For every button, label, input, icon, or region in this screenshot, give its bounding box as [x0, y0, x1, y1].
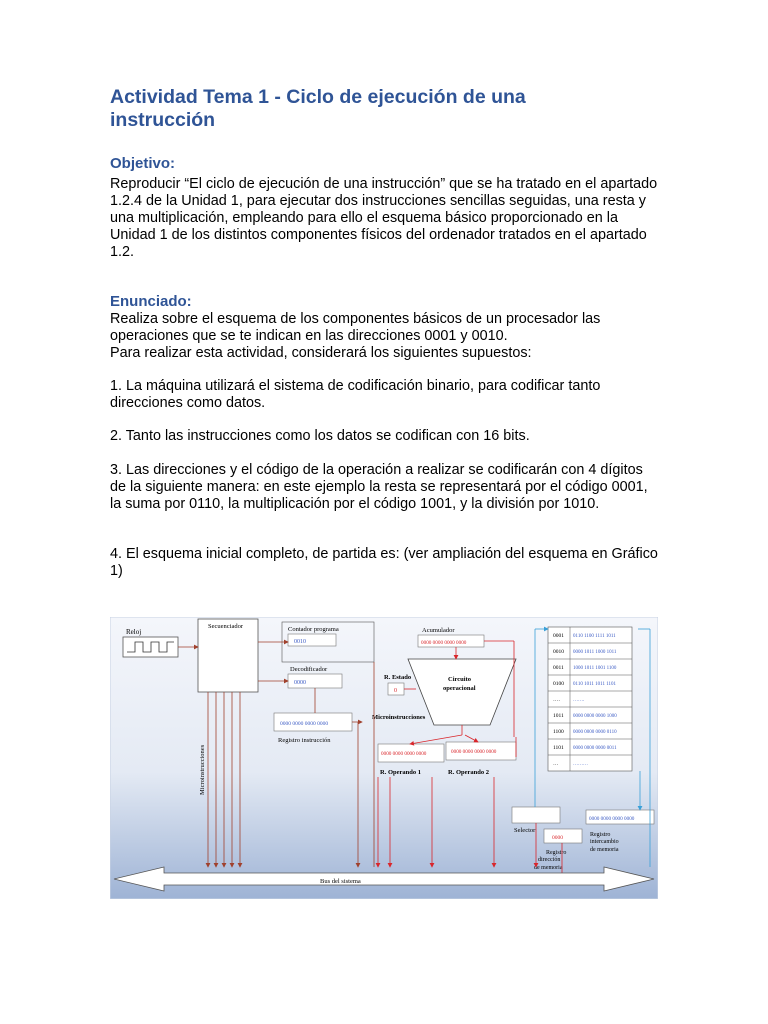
enunciado-item4: 4. El esquema inicial completo, de partida es: (ver ampliación del esquema en Gráfico 1) — [110, 546, 658, 579]
r-estado-value: 0 — [394, 688, 397, 694]
memory-value: 0000 0000 0000 0011 — [573, 746, 617, 751]
circuito-label-2: operacional — [443, 685, 476, 692]
selector-label: Selector — [514, 827, 536, 834]
memory-address: …. — [553, 697, 560, 703]
rdm-label-1: Registro — [546, 850, 567, 856]
rim-label-1: Registro — [590, 832, 611, 838]
page-title: Actividad Tema 1 - Ciclo de ejecución de una instrucción — [110, 86, 526, 131]
r-operando-2-value: 0000 0000 0000 0000 — [451, 749, 497, 755]
objetivo-text: Reproducir “El ciclo de ejecución de una instrucción” que se ha tratado en el apartado 1.2.4 de la Unidad 1, para ejecutar dos instrucciones sencillas seguidas, una resta y una multiplicación, empleando para ello el esquema básico proporcionado en la Unidad 1 de los distintos componentes físicos del ordenador tratados en el apartado 1.2. — [110, 176, 658, 260]
r-operando-2-label: R. Operando 2 — [448, 769, 489, 776]
memory-value: 0110 1100 1111 1011 — [573, 634, 616, 639]
memory-address: 1101 — [553, 745, 564, 751]
memory-value: ……. — [573, 698, 585, 703]
rim-label-2: intercambio — [590, 839, 619, 845]
microinstrucciones-label: Microinstrucciones — [372, 714, 426, 721]
memory-value: 0000 0000 0000 0110 — [573, 730, 617, 735]
memory-value: ……… — [573, 762, 588, 767]
contador-value: 0010 — [294, 639, 306, 645]
objetivo-heading: Objetivo: — [110, 155, 176, 172]
rim-value: 0000 0000 0000 0000 — [589, 816, 635, 822]
circuito-label-1: Circuito — [448, 676, 471, 683]
secuenciador-label: Secuenciador — [208, 623, 244, 630]
memory-value: 0000 0000 0000 1000 — [573, 714, 617, 719]
enunciado-item3: 3. Las direcciones y el código de la operación a realizar se codificarán con 4 dígitos de la siguiente manera: en este ejemplo la resta se representará por el código 0001, la suma por 0110, la multiplicación por el código 1001, y la división por 1010. — [110, 462, 648, 512]
enunciado-line2: Para realizar esta actividad, considerará los siguientes supuestos: — [110, 345, 532, 361]
memory-value: 1000 1011 1001 1100 — [573, 666, 617, 671]
memory-table — [548, 627, 632, 771]
rdm-value: 0000 — [552, 835, 563, 841]
microinstrucciones-vertical-label: Microinstrucciones — [199, 744, 206, 795]
enunciado-item1: 1. La máquina utilizará el sistema de codificación binario, para codificar tanto direcciones como datos. — [110, 378, 601, 411]
selector-box — [512, 807, 560, 823]
rdm-label-3: de memoria — [534, 865, 563, 871]
memory-address: 0100 — [553, 681, 564, 687]
r-operando-1-label: R. Operando 1 — [380, 769, 421, 776]
contador-label: Contador programa — [288, 626, 339, 633]
memory-address: … — [553, 761, 559, 767]
reloj-box — [123, 637, 178, 657]
r-operando-1-value: 0000 0000 0000 0000 — [381, 751, 427, 757]
memory-address: 1100 — [553, 729, 564, 735]
acumulador-label: Acumulador — [422, 627, 455, 634]
enunciado-heading: Enunciado: — [110, 293, 192, 310]
rim-label-3: de memoria — [590, 847, 619, 853]
memory-address: 0001 — [553, 633, 564, 639]
decodificador-label: Decodificador — [290, 666, 328, 673]
memory-address: 0011 — [553, 665, 564, 671]
memory-address: 0010 — [553, 649, 564, 655]
registro-instruccion-label: Registro instrucción — [278, 737, 331, 744]
enunciado-line1: Realiza sobre el esquema de los componentes básicos de un procesador las operaciones que se te indican en las direcciones 0001 y 0010. — [110, 311, 601, 344]
memory-value: 0000 1011 1000 1011 — [573, 650, 617, 655]
reloj-label: Reloj — [126, 628, 142, 636]
memory-address: 1011 — [553, 713, 564, 719]
memory-value: 0110 1011 1011 1101 — [573, 682, 617, 687]
r-estado-label: R. Estado — [384, 674, 412, 681]
rdm-register — [544, 829, 582, 843]
rdm-label-2: dirección — [538, 857, 561, 863]
acumulador-value: 0000 0000 0000 0000 — [421, 640, 467, 646]
registro-instruccion-value: 0000 0000 0000 0000 — [280, 721, 329, 727]
bus-label: Bus del sistema — [320, 878, 361, 885]
decodificador-value: 0000 — [294, 680, 306, 686]
processor-diagram — [110, 617, 658, 899]
enunciado-item2: 2. Tanto las instrucciones como los datos se codifican con 16 bits. — [110, 428, 530, 444]
